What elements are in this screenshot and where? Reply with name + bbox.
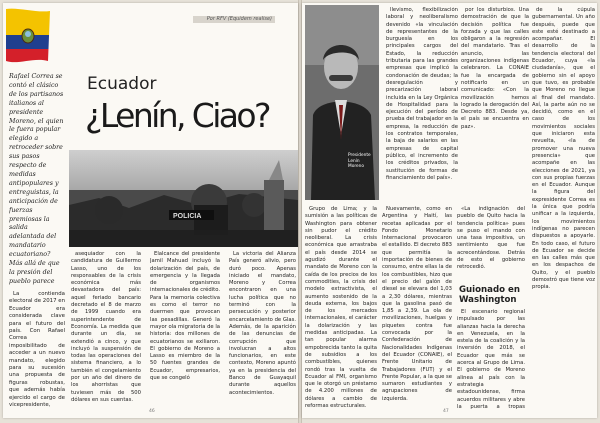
paragraph: Elalcance del presidente Jamil Mahuad incluyó la dolarización del país, de emergencia y la llegada de organismos internacionales de crédito. Para la memoria colectiva es como el terror no duermen que provocan las pesadillas. Generó la mayor ola migratoria de la historia: dos millones de ecuatorianos se exiliaron. El gobierno de Moreno a Lasso es miembro de la 50 fuentes grandes de Ecuador, empresarios, que se congeló bbox=[150, 251, 220, 382]
paragraph: por los disturbios. Una demostración de que la decisión política fue forzada y que las calles obligaron a la regresión del mandatario. Tras el anuncio, las organizaciones indígenas celebraron. La CONAIE fue la encargada de notificarlo en un comunicado: «Con la movilización hemos logrado la derogación del Decreto 883. Desde ya, el país se encuentra en paz». bbox=[461, 7, 529, 130]
photo-caption: Presidente Lenín Moreno bbox=[348, 153, 371, 170]
standfirst: Rafael Correa se contó el clásico de los partisanos italianos al presidente Moreno, el quien le fuera popular elegido a retroceder sobre sus pasos respecto de medidas antipopulares y entreguistas, la anticipación de fuerzas premiosas la salida adelantada del mandatario ecuatoriano? Más allá de que la presión del pueblo parece bbox=[9, 73, 64, 285]
paragraph: Grupo de Lima; y la sumisión a las políticas de Washington para obtener sin pudor el crédito neoliberal. La crisis económica que arrastraba el país desde 2014 se agudizó durante el mandato de Moreno con la caída de los precios de los commodities, la crisis del modelo extractivista, el aumento sostenido de la deuda externa, los bajos de los mercados internacionales, el carácter la dolarización y las medidas anticipadas. La tan popular alarma empobrecida tanto la quita de subsidios a los combustibles, quienes rondó tras la vuelta de Ecuador al FMI, organismo que le otorgó un préstamo de 4.200 millones de dólares a cambio de reformas estructurales. bbox=[305, 206, 377, 410]
page-number-right: 47 bbox=[443, 409, 449, 414]
article-column-9 bbox=[532, 7, 595, 411]
section-title: Ecuador bbox=[87, 74, 157, 94]
paragraph: asequiador con la candidatura de Guillermo Lasso, uno de los responsables de la crisis económica más devastadora del país: aquel feriado bancario decretado el 8 de marzo de 1999 cuando era superintendente de Economía. La medida que durante un día, se extendió a cinco, y que incluyó la suspensión de todas las operaciones del sistema financiero, a lo también el congelamiento por un año del dinero de los ahorristas que tuviesen más de 500 dólares en sus cuentas. bbox=[71, 251, 141, 403]
paragraph: El escenario regional impulsado por las alianzas hacia la derecha en Venezuela, en la estela de la coalición y la inversión de 2018, el Ecuador que más se acerca al Grupo de Lima. El gobierno de Moreno alinea al país con la estrategia estadounidense, firma acuerdos militares y abre la puerta a tropas bbox=[457, 309, 525, 410]
left-page bbox=[3, 3, 298, 418]
byline: Por RFV (Equidem realise) bbox=[193, 16, 275, 23]
right-page bbox=[302, 3, 597, 418]
article-column-6 bbox=[382, 206, 452, 411]
article-column-1 bbox=[9, 291, 65, 409]
paragraph: llevismo, flexibilización laboral y neoliberalismo devenido «la vinculación de representantes de la burguesía en los principales cargos del Estado, la reducción tributaria para las grandes empresas que implicó la condonación de deudas; la desregulación y precarización laboral incluida en la Ley Orgánica de Hospitalidad para la ejecución del período de prueba del trabajador en la empresa, la reducción de los contratos temporales, la baja de salarios en las empresas de capital público, el incremento de los créditos privados, la sustitución de formas de financiamiento del país». bbox=[386, 7, 458, 181]
paragraph: Nuevamente, como en Argentina y Haití, las recetas aplicadas por el Fondo Monetario Internacional provocaron el estallido. El decreto 883 que permitía la importación de bienes de consumo, entre ellas la de los combustibles, hizo que el precio del galón de diesel se elevara del 1,03 a 2,30 dólares, mientras que la gasolina pasó de 1,85 a 2,39. La ola de movilizaciones, huelgas y piquetes contra fue convocada por la Confederación de Nacionalidades Indígenas del Ecuador (CONAIE), el Frente Unitario de Trabajadores (FUT) y el Frente Popular, a la que se sumaron estudiantes y agrupaciones de izquierda. bbox=[382, 206, 452, 402]
article-column-4 bbox=[229, 251, 296, 413]
article-column-7 bbox=[386, 7, 458, 203]
protest-photo bbox=[69, 150, 298, 247]
article-column-2 bbox=[71, 251, 141, 413]
ecuador-flag-icon bbox=[6, 7, 50, 63]
paragraph: de la cúpula gubernamental. Un año después, puede que este esté destinado a acompañar. El desarrollo de la tendencia electoral del Ecuador, cuya «la ciudadanía», que el gobierno sin el apoyo que tuvo, es probable que Moreno no llegue al final del mandato. Así, la parte aún no se decidió, como en el caso de los movimientos sociales que iniciaron esta revuelta, «la de promover una nueva presencia» que acompañe en las elecciones de 2021, ya con sus propias fuerzas en el Ecuador. Aunque la figura del expresidente Correa es la única que podría unificar a la izquierda, los movimientos indígenas no parecen dispuestos a apoyarle. En todo caso, el futuro de Ecuador se decide en las calles más que en los despachos de Quito, y el pueblo demostró que tiene voz propia. bbox=[532, 7, 595, 291]
moreno-photo bbox=[305, 5, 379, 200]
svg-text:POLICIA: POLICIA bbox=[173, 213, 202, 220]
subheading: Guionado en Washington bbox=[459, 285, 520, 305]
article-column-10 bbox=[457, 309, 525, 411]
paragraph: «La indignación del pueblo de Quito hacia la tendencia política» pues se puso el mando con una tasa impositiva, un sentimiento que fue acrecentándose. Detrás de esto el gobierno retrocedió. bbox=[457, 206, 525, 271]
article-column-8 bbox=[461, 7, 529, 203]
article-column-7-continued bbox=[457, 206, 525, 280]
page-number-left: 46 bbox=[149, 409, 155, 414]
headline: ¿Lenín, Ciao? bbox=[85, 96, 269, 135]
article-column-3 bbox=[150, 251, 220, 413]
paragraph: La contienda electoral de 2017 en Ecuador era considerada clave para el futuro del país. Con Rafael Correa imposibilitado de acceder a un nuevo mandato, elegido para su sucesión una propuesta de figuras robustas, que además había ejercido el cargo de vicepresidente, bbox=[9, 291, 65, 409]
paragraph: La victoria del Alianza País generó alivio, pero duró poco. Apenas iniciado el mandato, Moreno y Correa encontraron en una lucha política que no terminó con la persecución y posterior encarcelamiento de Glas. Además, de la aparición de las denuncias de corrupción que involucran a altos funcionarios, en este contexto, Moreno apuntó ya en la presidencia del Banco de Guayaquil durante aquellos acontecimientos. bbox=[229, 251, 296, 396]
article-column-5 bbox=[305, 206, 377, 411]
